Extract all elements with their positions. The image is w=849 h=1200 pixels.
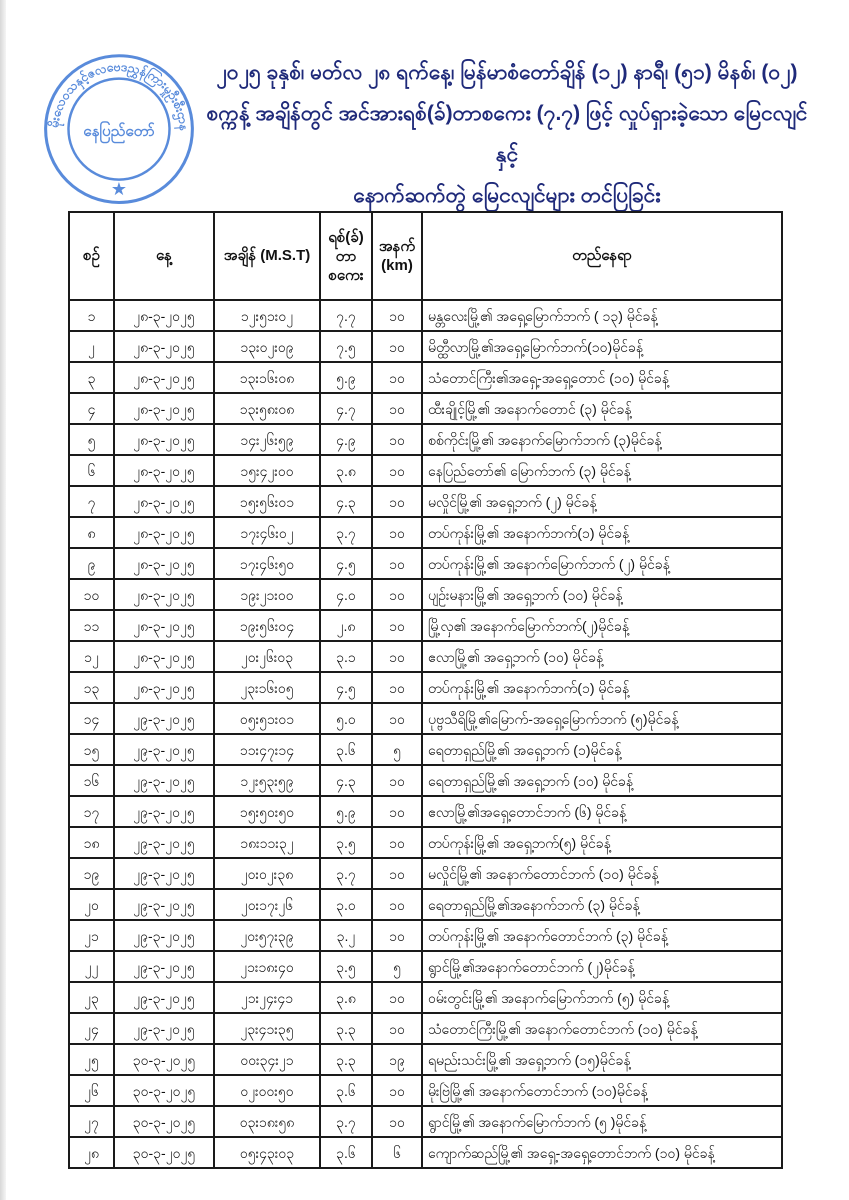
cell-date: ၃၀-၃-၂၀၂၅ [114, 1044, 214, 1075]
cell-location: နေပြည်တော်၏ မြောက်ဘက် (၃) မိုင်ခန့် [422, 455, 782, 486]
cell-serial: ၂၈ [69, 1137, 114, 1168]
cell-time: ၂၀း၅၇း၃၉ [214, 920, 320, 951]
cell-richter: ၇.၅ [320, 331, 372, 362]
cell-richter: ၅.၀ [320, 703, 372, 734]
cell-depth: ၁၀ [372, 331, 422, 362]
cell-serial: ၆ [69, 455, 114, 486]
cell-serial: ၂၃ [69, 982, 114, 1013]
table-row [69, 1013, 782, 1044]
cell-date: ၃၀-၃-၂၀၂၅ [114, 1137, 214, 1168]
cell-date: ၂၈-၃-၂၀၂၅ [114, 300, 214, 331]
header-depth: အနက် (km) [372, 212, 422, 300]
cell-richter: ၃.၈ [320, 455, 372, 486]
cell-date: ၂၈-၃-၂၀၂၅ [114, 579, 214, 610]
table-row [69, 455, 782, 486]
aftershock-table-body [69, 300, 782, 1168]
cell-richter: ၅.၉ [320, 796, 372, 827]
cell-serial: ၈ [69, 517, 114, 548]
cell-location: သံတောင်ကြီး၏အရှေ့-အရှေ့တောင် (၁၀) မိုင်ခန့် [422, 362, 782, 393]
cell-serial: ၁၇ [69, 796, 114, 827]
cell-location: ရွာင်မြို့၏အနောက်တောင်ဘက် (၂)မိုင်ခန့် [422, 951, 782, 982]
cell-depth: ၁၀ [372, 393, 422, 424]
header-serial: စဉ် [69, 212, 114, 300]
cell-date: ၃၀-၃-၂၀၂၅ [114, 1106, 214, 1137]
cell-depth: ၁၀ [372, 517, 422, 548]
header-date: နေ့ [114, 212, 214, 300]
cell-time: ၂၀း၀၂း၃၈ [214, 858, 320, 889]
cell-richter: ၃.၅ [320, 827, 372, 858]
seal-center-text: နေပြည်တော် [83, 122, 155, 140]
header-richter: ရစ်(ခ်) တာ စကေး [320, 212, 372, 300]
seal-ring-text: မိုးလေဝသနှင့်ဇလဗေဒညွှန်ကြားမှုဦးစီးဌာန [47, 59, 192, 132]
cell-location: ကျောက်ဆည်မြို့၏ အရှေ့-အရှေ့တောင်ဘက် (၁၀) မိုင်ခန့် [422, 1137, 782, 1168]
cell-richter: ၄.၃ [320, 486, 372, 517]
cell-serial: ၁၃ [69, 672, 114, 703]
cell-location: ထီးချိုင့်မြို့၏ အနောက်တောင် (၃) မိုင်ခန့် [422, 393, 782, 424]
cell-richter: ၄.၀ [320, 579, 372, 610]
table-row [69, 1044, 782, 1075]
cell-date: ၂၉-၃-၂၀၂၅ [114, 889, 214, 920]
cell-location: ပုဗ္ဗသီရိမြို့၏မြောက်-အရှေ့မြောက်ဘက် (၅)မိုင်ခန့် [422, 703, 782, 734]
cell-location: ရွာင်မြို့၏ အနောက်မြောက်ဘက် (၅ )မိုင်ခန့် [422, 1106, 782, 1137]
table-row [69, 579, 782, 610]
cell-depth: ၁၀ [372, 486, 422, 517]
table-row [69, 734, 782, 765]
cell-date: ၂၈-၃-၂၀၂၅ [114, 455, 214, 486]
cell-time: ၀၃း၁၈း၅၈ [214, 1106, 320, 1137]
table-row [69, 517, 782, 548]
cell-time: ၂၀း၁၇း၂၆ [214, 889, 320, 920]
cell-depth: ၁၀ [372, 796, 422, 827]
cell-depth: ၁၀ [372, 1106, 422, 1137]
cell-richter: ၃.၇ [320, 1106, 372, 1137]
cell-serial: ၁၅ [69, 734, 114, 765]
cell-serial: ၂၁ [69, 920, 114, 951]
table-row [69, 827, 782, 858]
cell-serial: ၂ [69, 331, 114, 362]
cell-time: ၂၁း၁၈း၄၀ [214, 951, 320, 982]
cell-date: ၂၈-၃-၂၀၂၅ [114, 548, 214, 579]
cell-date: ၃၀-၃-၂၀၂၅ [114, 1075, 214, 1106]
report-title [196, 52, 818, 216]
table-row [69, 1106, 782, 1137]
cell-time: ၁၂း၅၃း၅၉ [214, 765, 320, 796]
cell-time: ၂၀း၂၆း၀၃ [214, 641, 320, 672]
table-row [69, 920, 782, 951]
cell-depth: ၅ [372, 734, 422, 765]
cell-serial: ၁ [69, 300, 114, 331]
cell-location: သံတောင်ကြီးမြို့၏ အနောက်တောင်ဘက် (၁၀) မိုင်ခန့် [422, 1013, 782, 1044]
cell-serial: ၂၂ [69, 951, 114, 982]
table-row [69, 858, 782, 889]
cell-richter: ၄.၇ [320, 393, 372, 424]
cell-date: ၂၉-၃-၂၀၂၅ [114, 703, 214, 734]
cell-time: ၁၃း၀၂း၀၉ [214, 331, 320, 362]
cell-time: ၁၂း၅၁း၀၂ [214, 300, 320, 331]
cell-date: ၂၈-၃-၂၀၂၅ [114, 362, 214, 393]
cell-date: ၂၉-၃-၂၀၂၅ [114, 982, 214, 1013]
cell-serial: ၂၀ [69, 889, 114, 920]
cell-date: ၂၉-၃-၂၀၂၅ [114, 827, 214, 858]
cell-serial: ၂၄ [69, 1013, 114, 1044]
cell-location: ပျဉ်းမနားမြို့၏ အရှေ့ဘက် (၁၀) မိုင်ခန့် [422, 579, 782, 610]
table-row [69, 1137, 782, 1168]
cell-time: ၁၃း၁၆း၀၈ [214, 362, 320, 393]
cell-time: ၁၅း၅၀း၅၀ [214, 796, 320, 827]
table-row [69, 951, 782, 982]
cell-richter: ၄.၅ [320, 672, 372, 703]
table-row [69, 331, 782, 362]
cell-time: ၁၇း၄၆း၅၀ [214, 548, 320, 579]
cell-time: ၀၅း၅၁း၀၁ [214, 703, 320, 734]
cell-depth: ၁၀ [372, 424, 422, 455]
table-row [69, 889, 782, 920]
cell-depth: ၁၀ [372, 641, 422, 672]
cell-time: ၁၉း၂၁း၀၀ [214, 579, 320, 610]
cell-depth: ၁၀ [372, 579, 422, 610]
cell-richter: ၃.၆ [320, 734, 372, 765]
cell-location: တပ်ကုန်းမြို့၏ အနောက်ဘက်(၁) မိုင်ခန့် [422, 517, 782, 548]
report-title-line-2: စက္ကန့် အချိန်တွင် အင်အားရစ်(ခ်)တာစကေး (၇.၇) ဖြင့် လှုပ်ရှားခဲ့သော မြေငလျင်နှင့် [206, 102, 808, 166]
cell-depth: ၁၀ [372, 362, 422, 393]
cell-richter: ၇.၇ [320, 300, 372, 331]
cell-date: ၂၈-၃-၂၀၂၅ [114, 672, 214, 703]
cell-time: ၀၅း၄၃း၀၃ [214, 1137, 320, 1168]
cell-location: ရေတာရှည်မြို့၏အနောက်ဘက် (၃) မိုင်ခန့် [422, 889, 782, 920]
table-row [69, 703, 782, 734]
cell-richter: ၃.၃ [320, 1044, 372, 1075]
cell-depth: ၁၀ [372, 982, 422, 1013]
cell-serial: ၂၅ [69, 1044, 114, 1075]
cell-serial: ၅ [69, 424, 114, 455]
cell-richter: ၃.၆ [320, 1075, 372, 1106]
cell-serial: ၄ [69, 393, 114, 424]
cell-date: ၂၉-၃-၂၀၂၅ [114, 765, 214, 796]
cell-date: ၂၉-၃-၂၀၂၅ [114, 858, 214, 889]
scan-edge-shadow [0, 0, 6, 1200]
cell-location: ရေတာရှည်မြို့၏ အရှေ့ဘက် (၁၀) မိုင်ခန့် [422, 765, 782, 796]
department-seal [36, 50, 202, 212]
cell-location: မလှိုင်မြို့၏ အနောက်တောင်ဘက် (၁၀) မိုင်ခန့် [422, 858, 782, 889]
cell-time: ၀၂း၀၀း၅၀ [214, 1075, 320, 1106]
cell-serial: ၇ [69, 486, 114, 517]
seal-star-icon: ★ [110, 178, 128, 199]
cell-richter: ၃.၂ [320, 920, 372, 951]
cell-location: မန္တလေးမြို့၏ အရှေ့မြောက်ဘက် ( ၁၃) မိုင်ခန့် [422, 300, 782, 331]
table-row [69, 393, 782, 424]
aftershock-table [68, 211, 783, 1169]
table-row [69, 610, 782, 641]
table-row [69, 641, 782, 672]
cell-location: မိတ္ထီလာမြို့၏အရှေ့မြောက်ဘက်(၁၀)မိုင်ခန့် [422, 331, 782, 362]
cell-depth: ၁၀ [372, 765, 422, 796]
cell-depth: ၁၀ [372, 858, 422, 889]
cell-richter: ၂.၈ [320, 610, 372, 641]
cell-richter: ၃.၈ [320, 982, 372, 1013]
cell-location: တပ်ကုန်းမြို့၏ အနောက်တောင်ဘက် (၃) မိုင်ခန့် [422, 920, 782, 951]
cell-time: ၁၄း၂၆း၅၉ [214, 424, 320, 455]
cell-time: ၂၃း၁၆း၀၅ [214, 672, 320, 703]
cell-serial: ၃ [69, 362, 114, 393]
cell-date: ၂၉-၃-၂၀၂၅ [114, 951, 214, 982]
cell-richter: ၄.၉ [320, 424, 372, 455]
cell-serial: ၁၆ [69, 765, 114, 796]
table-row [69, 424, 782, 455]
cell-date: ၂၈-၃-၂၀၂၅ [114, 331, 214, 362]
cell-serial: ၁၁ [69, 610, 114, 641]
table-row [69, 672, 782, 703]
cell-location: ဧလာမြို့၏အရှေ့တောင်ဘက် (၆) မိုင်ခန့် [422, 796, 782, 827]
cell-depth: ၁၀ [372, 672, 422, 703]
cell-location: တပ်ကုန်းမြို့၏ အနောက်မြောက်ဘက် (၂) မိုင်ခန့် [422, 548, 782, 579]
cell-date: ၂၈-၃-၂၀၂၅ [114, 641, 214, 672]
cell-date: ၂၈-၃-၂၀၂၅ [114, 486, 214, 517]
cell-serial: ၁၂ [69, 641, 114, 672]
cell-location: ရေတာရှည်မြို့၏ အရှေ့ဘက် (၁)မိုင်ခန့် [422, 734, 782, 765]
cell-date: ၂၉-၃-၂၀၂၅ [114, 920, 214, 951]
header-time: အချိန် (M.S.T) [214, 212, 320, 300]
cell-location: ရမည်းသင်းမြို့၏ အရှေ့ဘက် (၁၅)မိုင်ခန့် [422, 1044, 782, 1075]
cell-richter: ၃.၃ [320, 1013, 372, 1044]
cell-richter: ၃.၀ [320, 889, 372, 920]
cell-richter: ၃.၇ [320, 517, 372, 548]
cell-richter: ၄.၅ [320, 548, 372, 579]
cell-depth: ၁၀ [372, 920, 422, 951]
cell-richter: ၃.၅ [320, 951, 372, 982]
cell-serial: ၂၆ [69, 1075, 114, 1106]
cell-location: မလှိုင်မြို့၏ အရှေ့ဘက် (၂) မိုင်ခန့် [422, 486, 782, 517]
cell-depth: ၁၀ [372, 827, 422, 858]
cell-location: မိုးဗြဲမြို့၏ အနောက်တောင်ဘက် (၁၀)မိုင်ခန့် [422, 1075, 782, 1106]
cell-time: ၁၅း၅၆း၀၁ [214, 486, 320, 517]
report-title-line-3: နောက်ဆက်တွဲ မြေငလျင်များ တင်ပြခြင်း [353, 184, 661, 207]
aftershock-table-header [69, 212, 782, 300]
cell-location: တပ်ကုန်းမြို့၏ အရှေ့ဘက်(၅) မိုင်ခန့် [422, 827, 782, 858]
cell-date: ၂၉-၃-၂၀၂၅ [114, 734, 214, 765]
cell-depth: ၁၀ [372, 1075, 422, 1106]
cell-depth: ၁၀ [372, 300, 422, 331]
cell-time: ၂၁း၂၄း၄၁ [214, 982, 320, 1013]
cell-time: ၁၈း၁၁း၃၂ [214, 827, 320, 858]
cell-depth: ၁၀ [372, 1013, 422, 1044]
table-row [69, 1075, 782, 1106]
cell-serial: ၁၀ [69, 579, 114, 610]
cell-depth: ၁၀ [372, 703, 422, 734]
cell-depth: ၁၀ [372, 455, 422, 486]
table-row [69, 300, 782, 331]
cell-time: ၁၃း၅၈း၀၈ [214, 393, 320, 424]
cell-serial: ၉ [69, 548, 114, 579]
cell-time: ၁၅း၄၂း၀၀ [214, 455, 320, 486]
cell-time: ၀၀း၃၄း၂၁ [214, 1044, 320, 1075]
cell-serial: ၁၉ [69, 858, 114, 889]
cell-location: တပ်ကုန်းမြို့၏ အနောက်ဘက်(၁) မိုင်ခန့် [422, 672, 782, 703]
cell-date: ၂၈-၃-၂၀၂၅ [114, 393, 214, 424]
cell-location: စစ်ကိုင်းမြို့၏ အနောက်မြောက်ဘက် (၃)မိုင်ခန့် [422, 424, 782, 455]
cell-time: ၁၉း၅၆း၀၄ [214, 610, 320, 641]
cell-richter: ၅.၉ [320, 362, 372, 393]
cell-location: ဧလာမြို့၏ အရှေ့ဘက် (၁၀) မိုင်ခန့် [422, 641, 782, 672]
cell-date: ၂၈-၃-၂၀၂၅ [114, 610, 214, 641]
cell-depth: ၁၀ [372, 610, 422, 641]
table-row [69, 548, 782, 579]
cell-serial: ၁၄ [69, 703, 114, 734]
cell-date: ၂၈-၃-၂၀၂၅ [114, 424, 214, 455]
table-row [69, 486, 782, 517]
cell-serial: ၂၇ [69, 1106, 114, 1137]
table-row [69, 765, 782, 796]
cell-depth: ၆ [372, 1137, 422, 1168]
header-row [69, 212, 782, 300]
cell-richter: ၄.၃ [320, 765, 372, 796]
cell-depth: ၁၀ [372, 548, 422, 579]
cell-serial: ၁၈ [69, 827, 114, 858]
cell-time: ၁၇း၄၆း၀၂ [214, 517, 320, 548]
header-location: တည်နေရာ [422, 212, 782, 300]
cell-depth: ၅ [372, 951, 422, 982]
cell-date: ၂၉-၃-၂၀၂၅ [114, 796, 214, 827]
table-row [69, 982, 782, 1013]
table-row [69, 362, 782, 393]
cell-depth: ၁၉ [372, 1044, 422, 1075]
cell-date: ၂၈-၃-၂၀၂၅ [114, 517, 214, 548]
cell-richter: ၃.၁ [320, 641, 372, 672]
cell-date: ၂၉-၃-၂၀၂၅ [114, 1013, 214, 1044]
report-title-line-1: ၂၀၂၅ ခုနှစ်၊ မတ်လ ၂၈ ရက်နေ့၊ မြန်မာစံတော်ချိန် (၁၂) နာရီ၊ (၅၁) မိနစ်၊ (၀၂) [216, 61, 798, 84]
cell-richter: ၃.၇ [320, 858, 372, 889]
cell-location: ဝမ်းတွင်းမြို့၏ အနောက်မြောက်ဘက် (၅) မိုင်ခန့် [422, 982, 782, 1013]
cell-depth: ၁၀ [372, 889, 422, 920]
cell-time: ၂၃း၄၁း၃၅ [214, 1013, 320, 1044]
cell-location: မြို့လှ၏ အနောက်မြောက်ဘက်(၂)မိုင်ခန့် [422, 610, 782, 641]
cell-richter: ၃.၆ [320, 1137, 372, 1168]
cell-time: ၁၁း၄၇း၁၄ [214, 734, 320, 765]
table-row [69, 796, 782, 827]
